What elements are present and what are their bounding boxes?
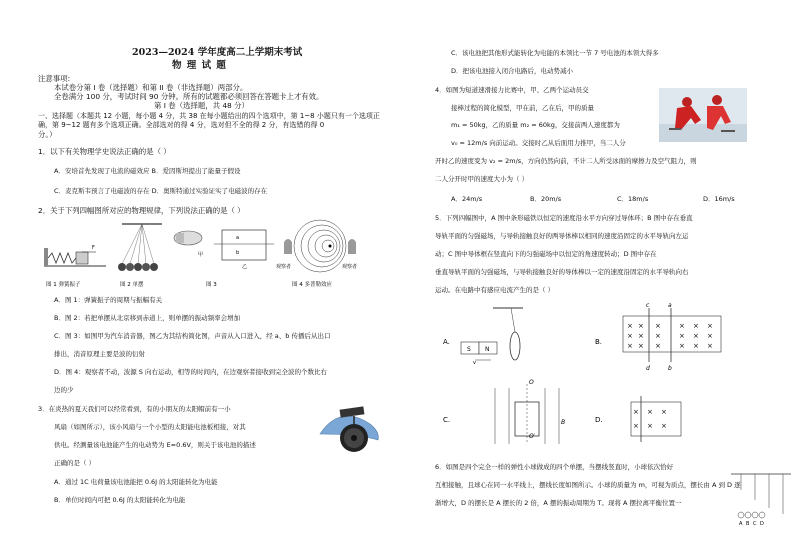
q3-stem: 正确的是（ ）	[54, 459, 96, 467]
q5-line: 垂直导轨平面的匀强磁场，与导轨接触良好的导体棒以一定的速度沿固定的水平导轨向右	[435, 268, 689, 276]
svg-text:N: N	[485, 346, 490, 353]
svg-text:甲: 甲	[198, 252, 204, 258]
q6-line: 互相接触，且球心在同一水平线上，摆线长度如图所示。小球的质量为 m，可视为质点，摆长由 A 到 D 逐	[435, 481, 741, 489]
q5-line: 动；C 图中导体框在竖直向下的匀强磁场中以恒定的角速度转动；D 图中存在	[435, 250, 657, 258]
svg-text:S: S	[467, 346, 471, 353]
exam-title: 2023—2024 学年度高二上学期末考试	[132, 47, 303, 58]
q1-option: C．麦克斯韦预言了电磁波的存在 D．奥斯特通过实验证实了电磁波的存在	[54, 187, 268, 195]
q3-option: C．该电池把其他形式能转化为电能的本领比一节 7 号电池的本领大得多	[451, 49, 659, 57]
q6-line: 渐增大，D 的摆长是 A 摆长的 2 倍，A 摆的振动周期为 T。现将 A 摆拉离平衡位置一	[435, 499, 682, 507]
q2-stem: 2．关于下列四幅图所对应的物理规律，下列说法正确的是（ ）	[38, 206, 245, 215]
q3-stem: 3．在炎热的夏天我们可以经常看到，有的小朋友的太阳帽前有一小	[38, 405, 231, 413]
q5-figures	[435, 298, 755, 446]
q2-option: 边的少	[54, 386, 74, 394]
q4-option: C．18m/s	[617, 195, 649, 203]
svg-text:b: b	[236, 250, 240, 256]
q4-option: B．20m/s	[530, 195, 562, 203]
q3-stem: 风扇（如图所示），该小风扇与一个小型的太阳能电池板相接，对其	[54, 423, 246, 431]
four-pendulums-figure	[731, 470, 791, 526]
q5-line: 导轨平面的匀强磁场，与导轨接触良好的两导体棒以相同的速度沿固定的水平导轨向左运	[435, 232, 689, 240]
svg-text:×: ×	[627, 342, 633, 350]
svg-text:观察者: 观察者	[276, 264, 292, 270]
q4-line: 接棒过程的简化模型，甲在前，乙在后，甲的质量	[451, 104, 594, 112]
svg-text:×: ×	[693, 342, 699, 350]
q4-line: 开时乙的速度变为 v₂ = 2m/s，方向仍然向前，不计二人所受冰面的摩擦力及空气阻力，则	[435, 157, 697, 165]
svg-text:观察者: 观察者	[342, 264, 358, 270]
svg-text:a: a	[236, 235, 240, 241]
option-d-label: D.	[595, 416, 603, 424]
svg-text:×: ×	[693, 322, 699, 330]
section1-line: 一、选择题（本题共 12 小题，每小题 4 分，共 38 在每小题给出的四个选项中，第 1~8 小题只有一个选项正	[38, 112, 380, 120]
part1-heading: 第 I 卷（选择题，共 48 分）	[154, 101, 249, 110]
svg-text:×: ×	[633, 408, 639, 416]
spring-oscillator-figure	[44, 245, 106, 266]
option-b-label: B.	[595, 338, 603, 346]
fig1-label: 图 1 弹簧振子	[46, 282, 81, 288]
notice-heading: 注意事项:	[38, 74, 71, 83]
muffler-figure	[174, 230, 274, 270]
svg-text:×: ×	[707, 342, 713, 350]
svg-text:×: ×	[679, 322, 685, 330]
svg-text:O′: O′	[529, 433, 536, 440]
skaters-picture	[659, 88, 747, 142]
svg-text:C: C	[753, 521, 757, 526]
svg-text:×: ×	[647, 408, 653, 416]
q3-option: D．把该电池接入闭合电路后，电动势减小	[451, 67, 574, 75]
q5-line: 5．下列四幅图中，A 图中条形磁铁以恒定的速度沿水平方向穿过导体环；B 图中存在垂直	[435, 214, 693, 222]
notice-line: 本试卷分第 I 卷（选择题）和第 II 卷（非选择题）两部分。	[54, 83, 248, 92]
notice-line: 全卷满分 100 分，考试时间 90 分钟。所有的试题都必须回答在答题卡上才有效。	[54, 92, 324, 101]
svg-text:c: c	[646, 302, 650, 309]
q1-option: A．安培首先发现了电流的磁效应 B．爱因斯坦提出了能量子假设	[54, 167, 241, 175]
fig3-label: 图 3	[206, 282, 217, 288]
svg-text:×: ×	[627, 322, 633, 330]
svg-text:×: ×	[638, 332, 644, 340]
exam-subtitle: 物 理 试 题	[172, 60, 227, 71]
q4-line: m₁ = 50kg，乙的质量 m₂ = 60kg，交接前两人速度都为	[451, 121, 620, 129]
svg-text:F: F	[92, 245, 95, 251]
q4-line: 4．如图为短道速滑接力比赛中，甲、乙两个运动员交	[435, 86, 589, 94]
q2-option: 排出，消音原理主要是波的衍射	[54, 350, 145, 358]
doppler-figure	[276, 220, 357, 272]
svg-text:×: ×	[647, 422, 653, 430]
svg-text:B: B	[746, 521, 750, 526]
svg-text:d: d	[646, 365, 650, 372]
svg-text:×: ×	[655, 322, 661, 330]
svg-text:A: A	[739, 521, 743, 526]
q1-stem: 1．以下有关物理学史说法正确的是（ ）	[38, 147, 171, 156]
q3-option: A．通过 1C 电荷量该电池能把 0.6J 的太阳能转化为电能	[54, 478, 218, 486]
q3-stem: 供电。经测量该电池能产生的电动势为 E=0.6V，则关于该电池的描述	[54, 441, 256, 449]
pendulum-figure	[118, 224, 162, 271]
q6-line: 6．如图是四个完全一样的弹性小球做成的四个单摆，当摆线竖直时，小球依次恰好	[435, 463, 674, 471]
q2-option: C．图 3：如图甲为汽车消音器，图乙为其结构简化图，声音从入口进入，经 a、b 传播后从出口	[54, 332, 331, 340]
svg-text:b: b	[668, 365, 672, 372]
svg-text:×: ×	[707, 332, 713, 340]
svg-text:B: B	[561, 419, 566, 426]
svg-text:×: ×	[679, 342, 685, 350]
svg-text:乙: 乙	[242, 264, 248, 270]
svg-text:×: ×	[627, 332, 633, 340]
q2-option: B．图 2：若把单摆从北京移到赤道上，则单摆的振动频率会增加	[54, 314, 241, 322]
q2-option: A．图 1：弹簧振子的周期与振幅有关	[54, 296, 163, 304]
svg-text:×: ×	[707, 322, 713, 330]
svg-text:×: ×	[633, 422, 639, 430]
right-column	[397, 0, 794, 560]
q2-option: D．图 4：观察者不动，波源 S 向右运动，相等的时间内，在边观察者接收到完全波的个数比右	[54, 368, 327, 376]
svg-text:D: D	[760, 521, 764, 526]
svg-text:v: v	[473, 360, 476, 366]
q5-line: 运动。在电路中有感应电流产生的是（ ）	[435, 286, 555, 294]
svg-text:×: ×	[661, 408, 667, 416]
svg-text:a: a	[668, 302, 672, 309]
svg-text:×: ×	[638, 342, 644, 350]
q4-option: D．16m/s	[703, 195, 735, 203]
svg-text:O: O	[529, 379, 534, 386]
option-a-label: A.	[443, 338, 450, 346]
section1-line: 确，第 9~12 题有多个选项正确。全部选对的得 4 分，选对但不全的得 2 分，有选错的得 0	[38, 121, 325, 129]
q3-option: B．单位时间内可把 0.6J 的太阳能转化为电能	[54, 496, 186, 504]
svg-text:×: ×	[693, 332, 699, 340]
q4-line: 二人分开时甲的速度大小为（ ）	[435, 175, 529, 183]
q4-line: v₀ = 12m/s 向前运动。交接时乙从后面用力推甲，当二人分	[451, 139, 626, 147]
svg-text:×: ×	[679, 332, 685, 340]
section1-line: 分。）	[38, 130, 57, 139]
q2-figures	[38, 218, 358, 290]
svg-text:×: ×	[655, 342, 661, 350]
hat-fan-picture	[314, 400, 382, 466]
svg-text:×: ×	[655, 332, 661, 340]
option-c-label: C.	[443, 416, 451, 424]
q4-option: A．24m/s	[451, 195, 483, 203]
svg-text:×: ×	[638, 322, 644, 330]
fig4-label: 图 4 多普勒效应	[292, 282, 332, 288]
svg-text:×: ×	[661, 422, 667, 430]
fig2-label: 图 2 单摆	[120, 282, 144, 288]
